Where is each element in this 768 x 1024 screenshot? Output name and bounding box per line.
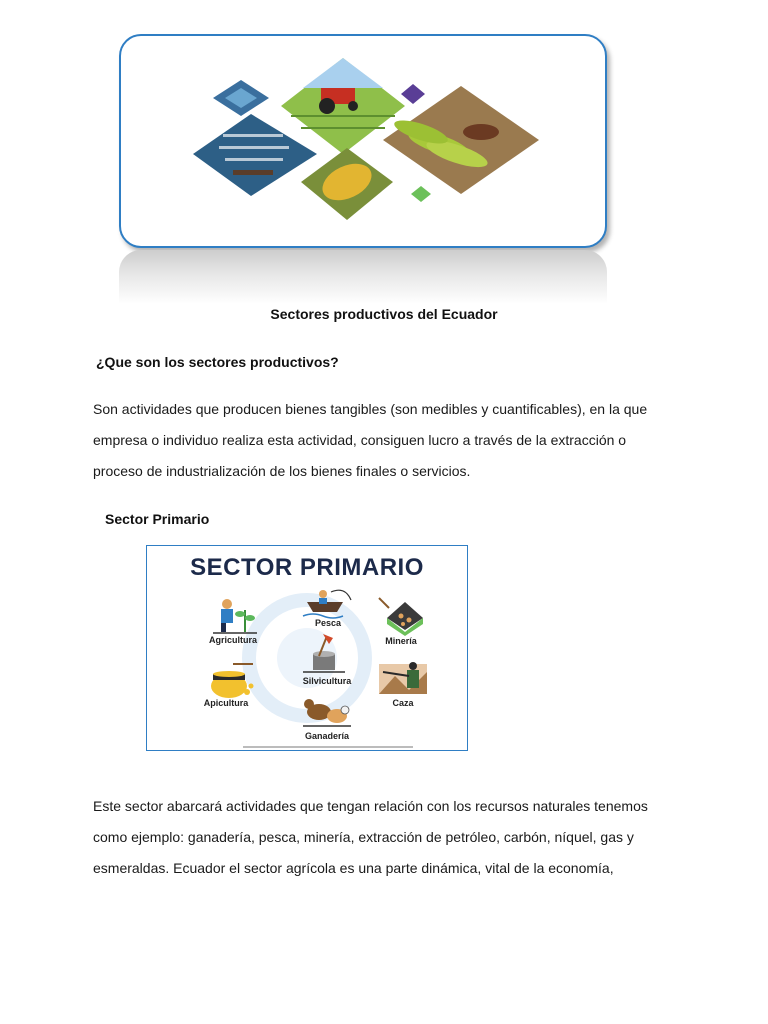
- sector-primario-heading: Sector Primario: [105, 511, 210, 527]
- paragraph-line: proceso de industrialización de los bienes finales o servicios.: [93, 463, 471, 479]
- image-caption: Sectores productivos del Ecuador: [270, 306, 498, 322]
- accent-diamond-green: [411, 186, 431, 202]
- label-silvicultura: Silvicultura: [302, 676, 352, 686]
- label-caza: Caza: [392, 698, 414, 708]
- sector-primario-infographic: [146, 545, 468, 751]
- fish-farm-tile: [193, 114, 317, 196]
- label-pesca: Pesca: [314, 618, 342, 628]
- label-ganaderia: Ganadería: [304, 731, 350, 741]
- accent-diamond-purple: [401, 84, 425, 104]
- infographic-title: SECTOR PRIMARIO: [190, 554, 424, 581]
- section-question: ¿Que son los sectores productivos?: [96, 354, 339, 370]
- label-mineria: Minería: [385, 636, 417, 646]
- collage-reflection: [119, 250, 607, 304]
- label-agricultura: Agricultura: [208, 635, 257, 645]
- definition-paragraph: [93, 394, 693, 487]
- paragraph-line: Este sector abarcará actividades que tengan relación con los recursos naturales tenemos: [93, 798, 648, 814]
- mining-icon: [379, 598, 423, 636]
- paragraph-line: como ejemplo: ganadería, pesca, minería, extracción de petróleo, carbón, níquel, gas y: [93, 829, 634, 845]
- bananas-tile: [383, 86, 539, 194]
- collage-graphic: [121, 36, 605, 246]
- sector-primario-paragraph: [93, 791, 693, 884]
- paragraph-line: esmeraldas. Ecuador el sector agrícola es una parte dinámica, vital de la economía,: [93, 860, 614, 876]
- label-apicultura: Apicultura: [203, 698, 249, 708]
- paragraph-line: empresa o individuo realiza esta actividad, consiguen lucro a través de la extracción o: [93, 432, 627, 448]
- paragraph-line: Son actividades que producen bienes tangibles (son medibles y cuantificables), en la que: [93, 401, 648, 417]
- hunting-icon: [379, 662, 427, 694]
- sectors-collage-image: [119, 34, 607, 248]
